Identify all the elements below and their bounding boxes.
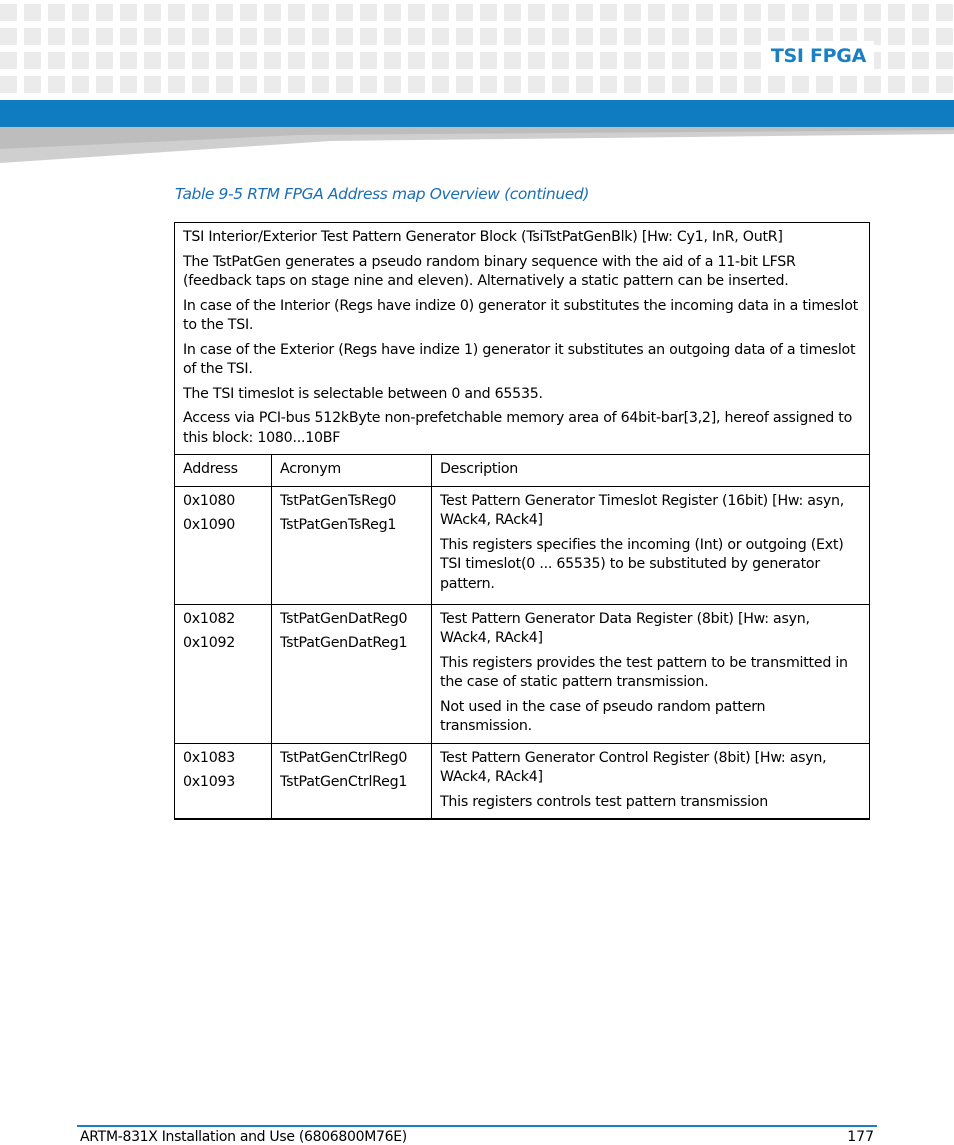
address-value: 0x1083	[183, 749, 236, 766]
register-note: Not used in the case of pseudo random pattern transmission.	[440, 698, 766, 734]
table-row	[175, 743, 870, 819]
register-map-table	[174, 222, 870, 820]
header-band	[0, 100, 954, 127]
acronym-value: TstPatGenCtrlReg0	[280, 749, 408, 766]
column-header-row	[175, 455, 870, 487]
address-value: 0x1093	[183, 774, 236, 790]
description-cell	[432, 604, 870, 743]
register-description: This registers provides the test pattern to be transmitted in the case of static pattern transmission.	[440, 654, 848, 690]
block-paragraph: Access via PCI-bus 512kByte non-prefetchable memory area of 64bit-bar[3,2], hereof assigned to this block: 1080...10BF	[183, 410, 853, 446]
description-cell	[432, 743, 870, 819]
block-description	[175, 223, 870, 455]
column-header-acronym: Acronym	[272, 455, 432, 487]
acronym-cell	[272, 486, 432, 604]
block-paragraph: The TSI timeslot is selectable between 0 and 65535.	[183, 385, 543, 402]
header-pattern-row	[0, 4, 954, 21]
block-title: TSI Interior/Exterior Test Pattern Generator Block (TsiTstPatGenBlk) [Hw: Cy1, InR, OutR]	[183, 229, 783, 245]
address-value: 0x1090	[183, 517, 236, 533]
column-header-address: Address	[175, 455, 272, 487]
page-number: 177	[847, 1129, 874, 1145]
header-pattern-row	[0, 76, 954, 93]
acronym-value: TstPatGenCtrlReg1	[280, 774, 408, 790]
footer-document-title: ARTM-831X Installation and Use (6806800M76E)	[80, 1129, 407, 1145]
register-description: This registers specifies the incoming (Int) or outgoing (Ext) TSI timeslot(0 ... 65535) to be substituted by generator pattern.	[440, 536, 844, 592]
table-caption: Table 9-5 RTM FPGA Address map Overview (continued)	[175, 185, 589, 203]
block-paragraph: In case of the Interior (Regs have indize 0) generator it substitutes the incoming data in a timeslot to the TSI.	[183, 297, 858, 333]
address-cell	[175, 604, 272, 743]
description-cell	[432, 486, 870, 604]
section-title: TSI FPGA	[761, 41, 874, 71]
table-row	[175, 486, 870, 604]
acronym-value: TstPatGenTsReg1	[280, 517, 397, 533]
register-title: Test Pattern Generator Data Register (8bit) [Hw: asyn, WAck4, RAck4]	[440, 610, 810, 646]
acronym-value: TstPatGenDatReg1	[280, 635, 408, 651]
block-paragraph: The TstPatGen generates a pseudo random binary sequence with the aid of a 11-bit LFSR (feedback taps on stage nine and eleven). Alternatively a static pattern can be inserted.	[183, 253, 796, 289]
address-cell	[175, 743, 272, 819]
address-cell	[175, 486, 272, 604]
acronym-value: TstPatGenDatReg0	[280, 610, 408, 627]
address-value: 0x1082	[183, 610, 236, 627]
address-value: 0x1080	[183, 492, 236, 509]
column-header-description: Description	[432, 455, 870, 487]
address-value: 0x1092	[183, 635, 236, 651]
acronym-cell	[272, 743, 432, 819]
footer-rule	[77, 1125, 877, 1127]
acronym-cell	[272, 604, 432, 743]
register-title: Test Pattern Generator Timeslot Register (16bit) [Hw: asyn, WAck4, RAck4]	[440, 492, 844, 528]
header-swoosh	[0, 127, 954, 163]
block-paragraph: In case of the Exterior (Regs have indize 1) generator it substitutes an outgoing data of a timeslot of the TSI.	[183, 341, 856, 377]
block-description-row	[175, 223, 870, 455]
register-title: Test Pattern Generator Control Register (8bit) [Hw: asyn, WAck4, RAck4]	[440, 749, 827, 785]
table-row	[175, 604, 870, 743]
register-description: This registers controls test pattern transmission	[440, 793, 768, 810]
acronym-value: TstPatGenTsReg0	[280, 492, 397, 509]
